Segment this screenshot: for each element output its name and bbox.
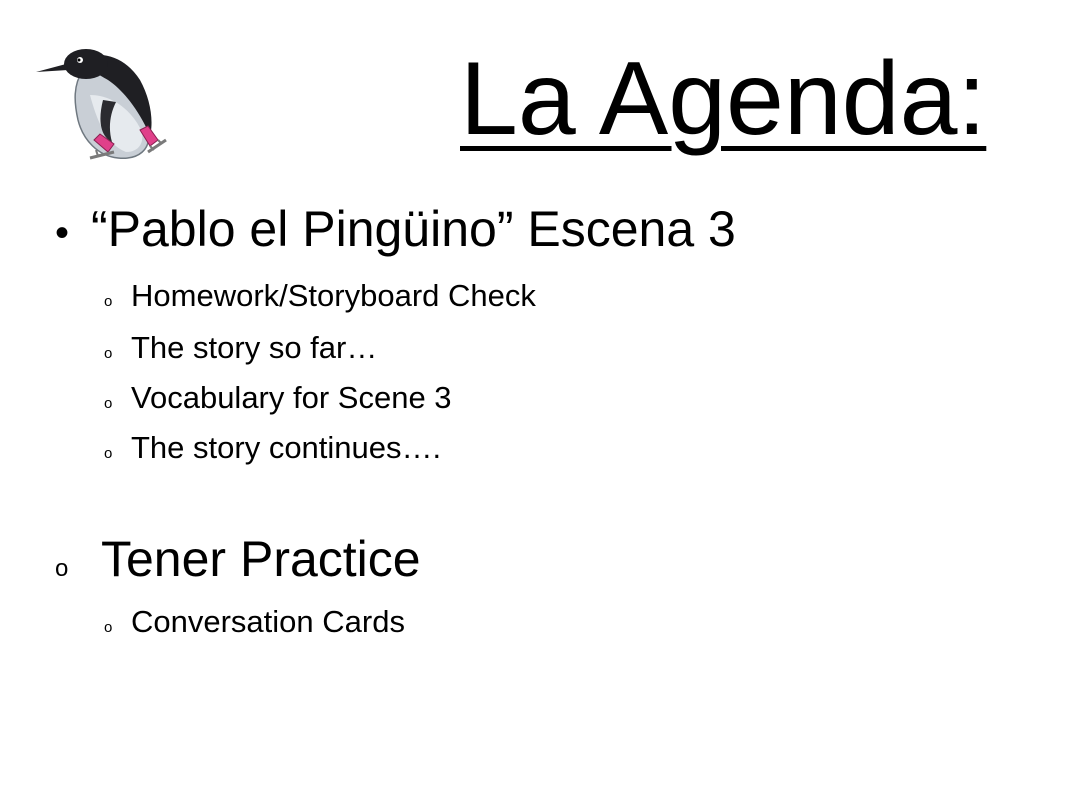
agenda-item-label: “Pablo el Pingüino” Escena 3: [91, 201, 736, 257]
bullet-marker: o: [55, 555, 69, 582]
bullet-marker: •: [55, 211, 70, 255]
subitem-label: Homework/Storyboard Check: [131, 278, 536, 313]
subitem-label: The story continues….: [131, 430, 442, 465]
subitem-vocabulary: [104, 380, 452, 416]
slide-title: La Agenda:: [460, 41, 987, 157]
agenda-item-label: Tener Practice: [101, 531, 421, 587]
subitem-marker: o: [104, 395, 113, 412]
subitem-story-continues: [104, 430, 441, 466]
subitem-marker: o: [104, 293, 113, 310]
subitem-label: Vocabulary for Scene 3: [131, 380, 452, 415]
penguin-skating-icon: [28, 40, 178, 170]
subitem-marker: o: [104, 445, 113, 462]
subitem-conversation-cards: [104, 604, 405, 640]
subitem-marker: o: [104, 345, 113, 362]
subitem-label: Conversation Cards: [131, 604, 405, 639]
subitem-story-so-far: [104, 330, 377, 366]
subitem-homework: [104, 278, 536, 314]
subitem-label: The story so far…: [131, 330, 378, 365]
agenda-item-tener: [55, 530, 421, 588]
subitem-marker: o: [104, 619, 113, 636]
agenda-item-pablo: [55, 200, 736, 258]
